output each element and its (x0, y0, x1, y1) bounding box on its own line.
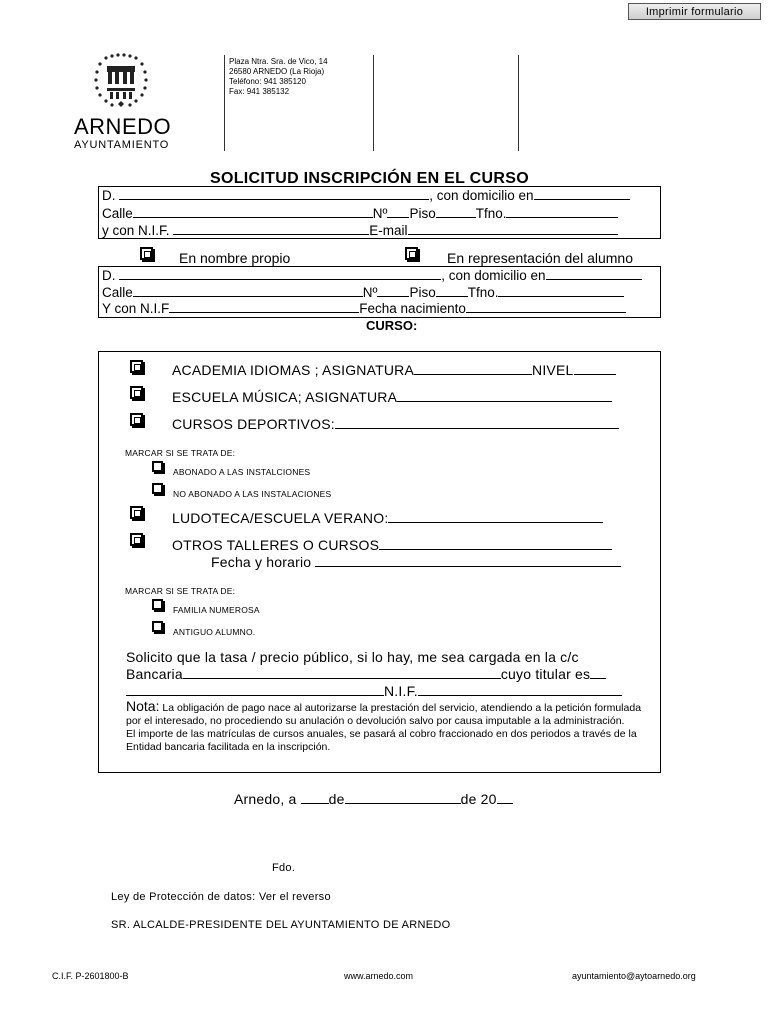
applicant-domicile-field[interactable] (534, 187, 630, 200)
addressee: SR. ALCALDE-PRESIDENTE DEL AYUNTAMIENTO DE ARNEDO (111, 919, 451, 931)
non-subscriber-label: NO ABONADO A LAS INSTALACIONES (173, 489, 332, 499)
large-family-label: FAMILIA NUMEROSA (173, 605, 260, 615)
day-field[interactable] (301, 791, 329, 804)
summer-school-field[interactable] (388, 510, 603, 523)
student-name-row: D. , con domicilio en (102, 267, 642, 284)
applicant-email-field[interactable] (408, 222, 618, 235)
former-student-label: ANTIGUO ALUMNO. (173, 627, 256, 637)
header-divider (373, 55, 374, 151)
language-level-field[interactable] (574, 362, 616, 375)
student-name-field[interactable] (119, 267, 441, 280)
student-birthdate-field[interactable] (466, 300, 626, 313)
student-street-field[interactable] (133, 284, 363, 297)
mark-if-label: MARCAR SI SE TRATA DE: (125, 586, 236, 596)
account-holder-name-field[interactable] (126, 683, 384, 696)
student-phone-field[interactable] (498, 284, 624, 297)
payment-note: Nota: La obligación de pago nace al autorizarse la prestación del servicio, atendiendo a la petición formulada por el interesado, no procediendo su anulación o devolución salvo por causa imputable a la administración. El importe de las matrículas de cursos anuales, se pasará al cobro fraccionado en dos periodos a través de la Entidad bancaria facilitada en la inscripción. (126, 698, 642, 753)
student-id-row: Y con N.I.F Fecha nacimiento (102, 300, 626, 317)
other-workshops-row: OTROS TALLERES O CURSOS (172, 537, 612, 553)
student-floor-field[interactable] (436, 284, 468, 297)
other-workshops-checkbox[interactable] (130, 533, 143, 546)
music-school-checkbox[interactable] (130, 386, 143, 399)
org-name: ARNEDO (74, 114, 172, 139)
sports-courses-row: CURSOS DEPORTIVOS: (172, 416, 619, 432)
subscriber-label: ABONADO A LAS INSTALCIONES (173, 467, 311, 477)
non-subscriber-checkbox[interactable] (152, 483, 163, 494)
applicant-name-row: D. , con domicilio en (102, 187, 630, 204)
holder-nif-row: N.I.F. (126, 683, 622, 699)
applicant-nif-field[interactable] (173, 222, 369, 235)
student-address-row: Calle Nº Piso Tfno. (102, 284, 624, 301)
bank-account-field[interactable] (183, 666, 501, 679)
header-divider (518, 55, 519, 151)
applicant-id-row: y con N.I.F. E-mail (102, 222, 618, 239)
org-subtitle: AYUNTAMIENTO (74, 139, 170, 151)
representation-label: En representación del alumno (447, 250, 634, 266)
summer-school-row: LUDOTECA/ESCUELA VERANO: (172, 510, 603, 526)
schedule-field[interactable] (315, 554, 621, 567)
applicant-phone-field[interactable] (506, 205, 618, 218)
bank-account-row: Bancaria cuyo titular es (126, 666, 606, 682)
student-number-field[interactable] (377, 284, 409, 297)
other-workshop-field[interactable] (379, 537, 612, 550)
applicant-name-field[interactable] (119, 187, 429, 200)
address-block: Plaza Ntra. Sra. de Vico, 14 26580 ARNEDO (La Rioja) Teléfono: 941 385120 Fax: 941 385132 (229, 57, 328, 96)
own-name-label: En nombre propio (179, 250, 291, 266)
summer-school-checkbox[interactable] (130, 506, 143, 519)
footer-cif: C.I.F. P-2601800-B (52, 971, 129, 981)
subscriber-checkbox[interactable] (152, 461, 163, 472)
language-subject-field[interactable] (414, 362, 532, 375)
applicant-address-row: Calle Nº Piso Tfno. (102, 205, 618, 222)
signature-label: Fdo. (272, 862, 296, 874)
year-field[interactable] (497, 791, 513, 804)
large-family-checkbox[interactable] (152, 599, 163, 610)
sports-course-field[interactable] (335, 416, 619, 429)
student-domicile-field[interactable] (546, 267, 642, 280)
representation-checkbox[interactable] (405, 247, 418, 260)
holder-nif-field[interactable] (418, 683, 622, 696)
payment-request-text: Solicito que la tasa / precio público, si lo hay, me sea cargada en la c/c (126, 649, 579, 665)
language-academy-row: ACADEMIA IDIOMAS ; ASIGNATURA NIVEL (172, 362, 616, 378)
form-title: SOLICITUD INSCRIPCIÓN EN EL CURSO (210, 170, 529, 187)
student-nif-field[interactable] (169, 300, 359, 313)
privacy-notice: Ley de Protección de datos: Ver el reverso (111, 891, 331, 903)
former-student-checkbox[interactable] (152, 621, 163, 632)
footer-email: ayuntamiento@aytoarnedo.org (572, 971, 696, 981)
date-line: Arnedo, a de de 20 (234, 791, 513, 807)
language-academy-checkbox[interactable] (130, 360, 143, 373)
account-holder-field[interactable] (590, 666, 606, 679)
applicant-street-field[interactable] (133, 205, 373, 218)
music-subject-field[interactable] (397, 389, 612, 402)
header-divider (224, 55, 225, 151)
mark-if-label: MARCAR SI SE TRATA DE: (125, 448, 236, 458)
own-name-checkbox[interactable] (140, 247, 153, 260)
town-seal-logo (92, 52, 152, 114)
applicant-floor-field[interactable] (436, 205, 476, 218)
music-school-row: ESCUELA MÚSICA; ASIGNATURA (172, 389, 612, 405)
print-form-button[interactable]: Imprimir formulario (628, 3, 761, 20)
applicant-number-field[interactable] (387, 205, 409, 218)
course-heading: CURSO: (366, 318, 418, 333)
sports-courses-checkbox[interactable] (130, 413, 143, 426)
footer-website: www.arnedo.com (344, 971, 414, 981)
month-field[interactable] (345, 791, 461, 804)
schedule-row: Fecha y horario (211, 554, 621, 570)
